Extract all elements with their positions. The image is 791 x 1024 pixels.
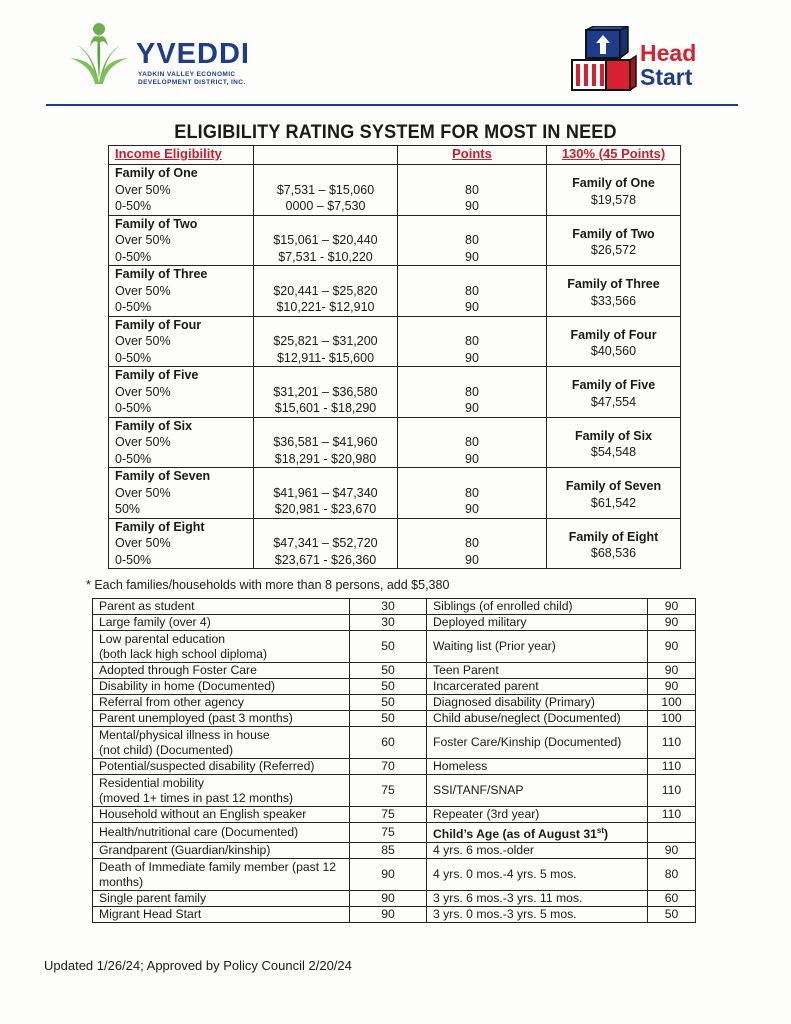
left-points-cell: 50 <box>350 711 427 727</box>
criterion-label: 3 yrs. 0 mos.-3 yrs. 5 mos. <box>433 907 577 922</box>
right-points-cell: 90 <box>648 631 696 663</box>
org-subtitle-line1: YADKIN VALLEY ECONOMIC <box>138 71 236 78</box>
points-table-body <box>93 599 696 923</box>
family-size-label: Family of One <box>115 166 198 180</box>
poverty-130-family-label: Family of Two <box>572 226 655 241</box>
points-header: Points <box>398 146 547 165</box>
left-points-cell: 30 <box>350 615 427 631</box>
over-50-points: 80 <box>465 334 479 348</box>
income-table-row <box>109 165 681 216</box>
left-criterion-cell <box>93 859 350 891</box>
points-table-row <box>93 727 696 759</box>
left-points-cell: 90 <box>350 859 427 891</box>
left-points-cell: 60 <box>350 727 427 759</box>
over-50-income-range: $25,821 – $31,200 <box>273 334 378 348</box>
criterion-label: 4 yrs. 6 mos.-older <box>433 843 534 858</box>
right-criterion-cell <box>427 807 648 823</box>
low-percent-label: 0-50% <box>115 199 152 213</box>
over-50-points: 80 <box>465 536 479 550</box>
header-divider <box>46 104 738 106</box>
over-50-income-range: $15,061 – $20,440 <box>273 233 378 247</box>
criterion-label: 4 yrs. 0 mos.-4 yrs. 5 mos. <box>433 867 577 882</box>
criterion-label: Household without an English speaker <box>99 807 307 821</box>
yveddi-logo <box>68 22 268 92</box>
right-criterion-cell <box>427 599 648 615</box>
income-table-row <box>109 316 681 367</box>
low-income-range: $12,911- $15,600 <box>276 350 375 365</box>
over-50-label: Over 50% <box>115 334 171 348</box>
low-percent-label: 0-50% <box>115 552 152 567</box>
family-size-cell <box>109 518 254 569</box>
income-table-row <box>109 367 681 418</box>
footnote: * Each families/households with more than 8 persons, add $5,380 <box>86 578 450 592</box>
low-percent-label: 0-50% <box>115 451 152 466</box>
left-criterion-cell <box>93 843 350 859</box>
over-50-income-range: $31,201 – $36,580 <box>273 384 378 399</box>
poverty-130-family-label: Family of Four <box>570 327 657 342</box>
over-50-points: 80 <box>465 283 479 298</box>
criterion-label: Referral from other agency <box>99 695 244 709</box>
low-income-range: $18,291 - $20,980 <box>274 451 377 466</box>
points-cell <box>398 215 547 266</box>
poverty-130-amount: $61,542 <box>590 495 637 510</box>
poverty-130-header: 130% (45 Points) <box>547 146 681 165</box>
poverty-130-cell <box>547 367 681 418</box>
low-percent-label: 50% <box>115 502 141 516</box>
right-points-cell: 90 <box>648 599 696 615</box>
criterion-label: Disability in home (Documented) <box>99 679 276 693</box>
poverty-130-cell <box>547 215 681 266</box>
left-points-cell: 90 <box>350 891 427 907</box>
poverty-130-amount: $19,578 <box>590 192 637 207</box>
low-income-points: 90 <box>465 401 479 415</box>
points-table-row <box>93 823 696 843</box>
points-table-row <box>93 775 696 807</box>
income-table-row <box>109 417 681 468</box>
over-50-income-range: $47,341 – $52,720 <box>273 536 378 550</box>
low-income-points: 90 <box>465 199 479 213</box>
criterion-label: Single parent family <box>99 891 207 906</box>
points-cell <box>398 417 547 468</box>
points-cell <box>398 165 547 216</box>
low-income-points: 90 <box>465 552 479 567</box>
criterion-label: Deployed military <box>433 615 527 629</box>
income-range-header <box>254 146 398 165</box>
low-income-range: $20,981 - $23,670 <box>274 502 377 516</box>
poverty-130-cell <box>547 468 681 519</box>
left-points-cell: 70 <box>350 759 427 775</box>
criterion-label: Teen Parent <box>433 663 499 677</box>
footer-approval-note: Updated 1/26/24; Approved by Policy Council 2/20/24 <box>44 958 352 973</box>
poverty-130-cell <box>547 165 681 216</box>
points-table-row <box>93 843 696 859</box>
points-table-row <box>93 679 696 695</box>
over-50-label: Over 50% <box>115 435 171 449</box>
family-size-label: Family of Three <box>115 267 208 281</box>
head-start-word-head: Head <box>640 40 697 66</box>
poverty-130-family-label: Family of Six <box>574 428 653 443</box>
income-range-cell <box>254 215 398 266</box>
right-points-cell: 90 <box>648 679 696 695</box>
left-points-cell: 90 <box>350 907 427 923</box>
left-points-cell: 50 <box>350 663 427 679</box>
poverty-130-amount: $68,536 <box>590 546 637 560</box>
left-criterion-cell <box>93 907 350 923</box>
points-table-row <box>93 759 696 775</box>
criterion-label-continued: (moved 1+ times in past 12 months) <box>99 790 294 805</box>
criterion-label: Homeless <box>433 759 488 773</box>
low-percent-label: 0-50% <box>115 300 152 314</box>
over-50-points: 80 <box>465 485 479 500</box>
criterion-label: Diagnosed disability (Primary) <box>433 695 595 709</box>
points-table-row <box>93 663 696 679</box>
income-table-header-row <box>109 146 681 165</box>
income-eligibility-table <box>108 145 681 569</box>
poverty-130-family-label: Family of Five <box>571 378 656 392</box>
criterion-label-continued: (not child) (Documented) <box>99 742 234 757</box>
right-criterion-cell <box>427 727 648 759</box>
criterion-label: Low parental education <box>99 631 226 646</box>
left-points-cell: 30 <box>350 599 427 615</box>
family-size-label: Family of Two <box>115 216 198 231</box>
low-income-points: 90 <box>465 451 479 466</box>
over-50-label: Over 50% <box>115 182 171 197</box>
criterion-label: Mental/physical illness in house <box>99 727 270 742</box>
right-criterion-cell <box>427 907 648 923</box>
family-size-cell <box>109 367 254 418</box>
left-points-cell: 75 <box>350 807 427 823</box>
poverty-130-amount: $54,548 <box>590 445 637 459</box>
criterion-label: Child abuse/neglect (Documented) <box>433 711 621 725</box>
low-income-points: 90 <box>465 300 479 314</box>
right-points-cell: 90 <box>648 615 696 631</box>
low-percent-label: 0-50% <box>115 350 152 365</box>
left-points-cell: 50 <box>350 631 427 663</box>
criterion-label: Migrant Head Start <box>99 907 202 922</box>
criterion-label: Waiting list (Prior year) <box>433 639 556 653</box>
right-criterion-cell <box>427 759 648 775</box>
right-points-cell: 90 <box>648 663 696 679</box>
low-income-points: 90 <box>465 350 479 365</box>
points-table-row <box>93 599 696 615</box>
right-criterion-cell <box>427 775 648 807</box>
right-criterion-cell <box>427 631 648 663</box>
criterion-label: Repeater (3rd year) <box>433 807 540 821</box>
left-criterion-cell <box>93 679 350 695</box>
over-50-points: 80 <box>465 233 479 247</box>
low-income-range: $7,531 - $10,220 <box>278 249 373 264</box>
criterion-label: Health/nutritional care (Documented) <box>99 825 299 840</box>
right-points-cell: 80 <box>648 859 696 891</box>
points-table-row <box>93 695 696 711</box>
family-size-label: Family of Five <box>115 368 199 382</box>
right-points-cell: 110 <box>648 807 696 823</box>
family-size-label: Family of Eight <box>115 519 205 534</box>
points-cell <box>398 468 547 519</box>
points-table <box>92 598 696 923</box>
criterion-label: Siblings (of enrolled child) <box>433 599 573 613</box>
income-eligibility-header: Income Eligibility <box>109 146 254 165</box>
points-table-row <box>93 807 696 823</box>
criterion-label: Parent as student <box>99 599 195 613</box>
poverty-130-cell <box>547 417 681 468</box>
criterion-label: Death of Immediate family member (past 12 <box>99 859 337 874</box>
income-table-row <box>109 266 681 317</box>
criterion-label: Potential/suspected disability (Referred) <box>99 759 315 773</box>
right-criterion-cell <box>427 679 648 695</box>
criterion-label: Residential mobility <box>99 775 204 790</box>
points-cell <box>398 518 547 569</box>
income-range-cell <box>254 417 398 468</box>
over-50-label: Over 50% <box>115 233 171 247</box>
poverty-130-family-label: Family of Seven <box>565 479 662 493</box>
yveddi-leaf-icon <box>68 22 130 86</box>
income-range-cell <box>254 266 398 317</box>
over-50-points: 80 <box>465 182 479 197</box>
left-criterion-cell <box>93 599 350 615</box>
left-criterion-cell <box>93 663 350 679</box>
low-income-points: 90 <box>465 249 479 264</box>
right-points-cell: 110 <box>648 727 696 759</box>
left-criterion-cell <box>93 631 350 663</box>
left-criterion-cell <box>93 891 350 907</box>
right-points-cell <box>648 823 696 843</box>
family-size-label: Family of Four <box>115 317 202 332</box>
points-table-row <box>93 711 696 727</box>
points-cell <box>398 316 547 367</box>
left-criterion-cell <box>93 759 350 775</box>
family-size-cell <box>109 266 254 317</box>
head-start-word-start: Start <box>640 64 693 90</box>
criterion-label: 3 yrs. 6 mos.-3 yrs. 11 mos. <box>433 891 583 906</box>
criterion-label: SSI/TANF/SNAP <box>433 783 524 797</box>
right-criterion-cell <box>427 891 648 907</box>
right-points-cell: 100 <box>648 695 696 711</box>
income-table-row <box>109 215 681 266</box>
points-table-row <box>93 891 696 907</box>
left-criterion-cell <box>93 823 350 843</box>
family-size-cell <box>109 316 254 367</box>
criterion-label: Large family (over 4) <box>99 615 211 629</box>
income-table-row <box>109 468 681 519</box>
poverty-130-family-label: Family of Three <box>567 277 660 291</box>
low-income-range: $10,221- $12,910 <box>276 300 375 314</box>
income-range-cell <box>254 165 398 216</box>
over-50-income-range: $20,441 – $25,820 <box>273 283 378 298</box>
right-points-cell: 100 <box>648 711 696 727</box>
poverty-130-family-label: Family of Eight <box>568 529 659 544</box>
left-criterion-cell <box>93 615 350 631</box>
family-size-label: Family of Six <box>115 418 193 433</box>
poverty-130-family-label: Family of One <box>572 176 655 190</box>
left-criterion-cell <box>93 775 350 807</box>
over-50-points: 80 <box>465 435 479 449</box>
criterion-label-continued: (both lack high school diploma) <box>99 646 268 661</box>
points-cell <box>398 367 547 418</box>
low-income-range: $15,601 - $18,290 <box>274 401 377 415</box>
right-criterion-cell <box>427 843 648 859</box>
head-start-blocks-icon <box>568 26 638 92</box>
low-percent-label: 0-50% <box>115 401 152 415</box>
criterion-label: Parent unemployed (past 3 months) <box>99 711 293 725</box>
poverty-130-amount: $40,560 <box>590 344 637 358</box>
over-50-points: 80 <box>465 384 479 399</box>
head-start-logo <box>568 26 718 94</box>
left-points-cell: 50 <box>350 695 427 711</box>
over-50-label: Over 50% <box>115 536 171 550</box>
criterion-label: Foster Care/Kinship (Documented) <box>433 735 622 749</box>
criterion-label: Grandparent (Guardian/kinship) <box>99 843 271 858</box>
right-points-cell: 50 <box>648 907 696 923</box>
childs-age-heading: Child’s Age (as of August 31st) <box>433 826 609 842</box>
points-cell <box>398 266 547 317</box>
points-table-row <box>93 907 696 923</box>
points-table-row <box>93 859 696 891</box>
poverty-130-amount: $33,566 <box>590 293 637 308</box>
left-criterion-cell <box>93 807 350 823</box>
income-table-body <box>109 165 681 569</box>
over-50-label: Over 50% <box>115 384 171 399</box>
poverty-130-cell <box>547 266 681 317</box>
left-points-cell: 50 <box>350 679 427 695</box>
right-points-cell: 110 <box>648 759 696 775</box>
poverty-130-cell <box>547 316 681 367</box>
poverty-130-amount: $26,572 <box>590 243 637 257</box>
poverty-130-cell <box>547 518 681 569</box>
low-income-range: 0000 – $7,530 <box>285 199 366 213</box>
right-points-cell: 90 <box>648 843 696 859</box>
org-subtitle-line2: DEVELOPMENT DISTRICT, INC. <box>138 79 246 86</box>
right-criterion-cell <box>427 663 648 679</box>
low-percent-label: 0-50% <box>115 249 152 264</box>
income-range-cell <box>254 468 398 519</box>
family-size-cell <box>109 165 254 216</box>
right-criterion-cell <box>427 711 648 727</box>
criterion-label-continued: months) <box>99 874 144 889</box>
low-income-points: 90 <box>465 502 479 516</box>
points-table-row <box>93 615 696 631</box>
right-points-cell: 60 <box>648 891 696 907</box>
over-50-label: Over 50% <box>115 485 171 500</box>
family-size-cell <box>109 215 254 266</box>
left-points-cell: 75 <box>350 775 427 807</box>
document-title: ELIGIBILITY RATING SYSTEM FOR MOST IN NEED <box>174 122 617 143</box>
over-50-income-range: $7,531 – $15,060 <box>276 182 375 197</box>
criterion-label: Adopted through Foster Care <box>99 663 257 677</box>
over-50-label: Over 50% <box>115 283 171 298</box>
right-criterion-cell <box>427 859 648 891</box>
over-50-income-range: $36,581 – $41,960 <box>273 435 378 449</box>
left-points-cell: 75 <box>350 823 427 843</box>
org-name: YVEDDI <box>136 38 250 70</box>
low-income-range: $23,671 - $26,360 <box>274 552 377 567</box>
left-criterion-cell <box>93 727 350 759</box>
income-table-row <box>109 518 681 569</box>
right-criterion-cell <box>427 615 648 631</box>
family-size-label: Family of Seven <box>115 469 211 483</box>
poverty-130-amount: $47,554 <box>590 394 637 409</box>
income-range-cell <box>254 367 398 418</box>
income-range-cell <box>254 316 398 367</box>
income-range-cell <box>254 518 398 569</box>
over-50-income-range: $41,961 – $47,340 <box>273 485 378 500</box>
left-criterion-cell <box>93 711 350 727</box>
right-criterion-cell <box>427 695 648 711</box>
left-points-cell: 85 <box>350 843 427 859</box>
points-table-row <box>93 631 696 663</box>
family-size-cell <box>109 468 254 519</box>
left-criterion-cell <box>93 695 350 711</box>
family-size-cell <box>109 417 254 468</box>
right-criterion-cell <box>427 823 648 843</box>
criterion-label: Incarcerated parent <box>433 679 539 693</box>
right-points-cell: 110 <box>648 775 696 807</box>
